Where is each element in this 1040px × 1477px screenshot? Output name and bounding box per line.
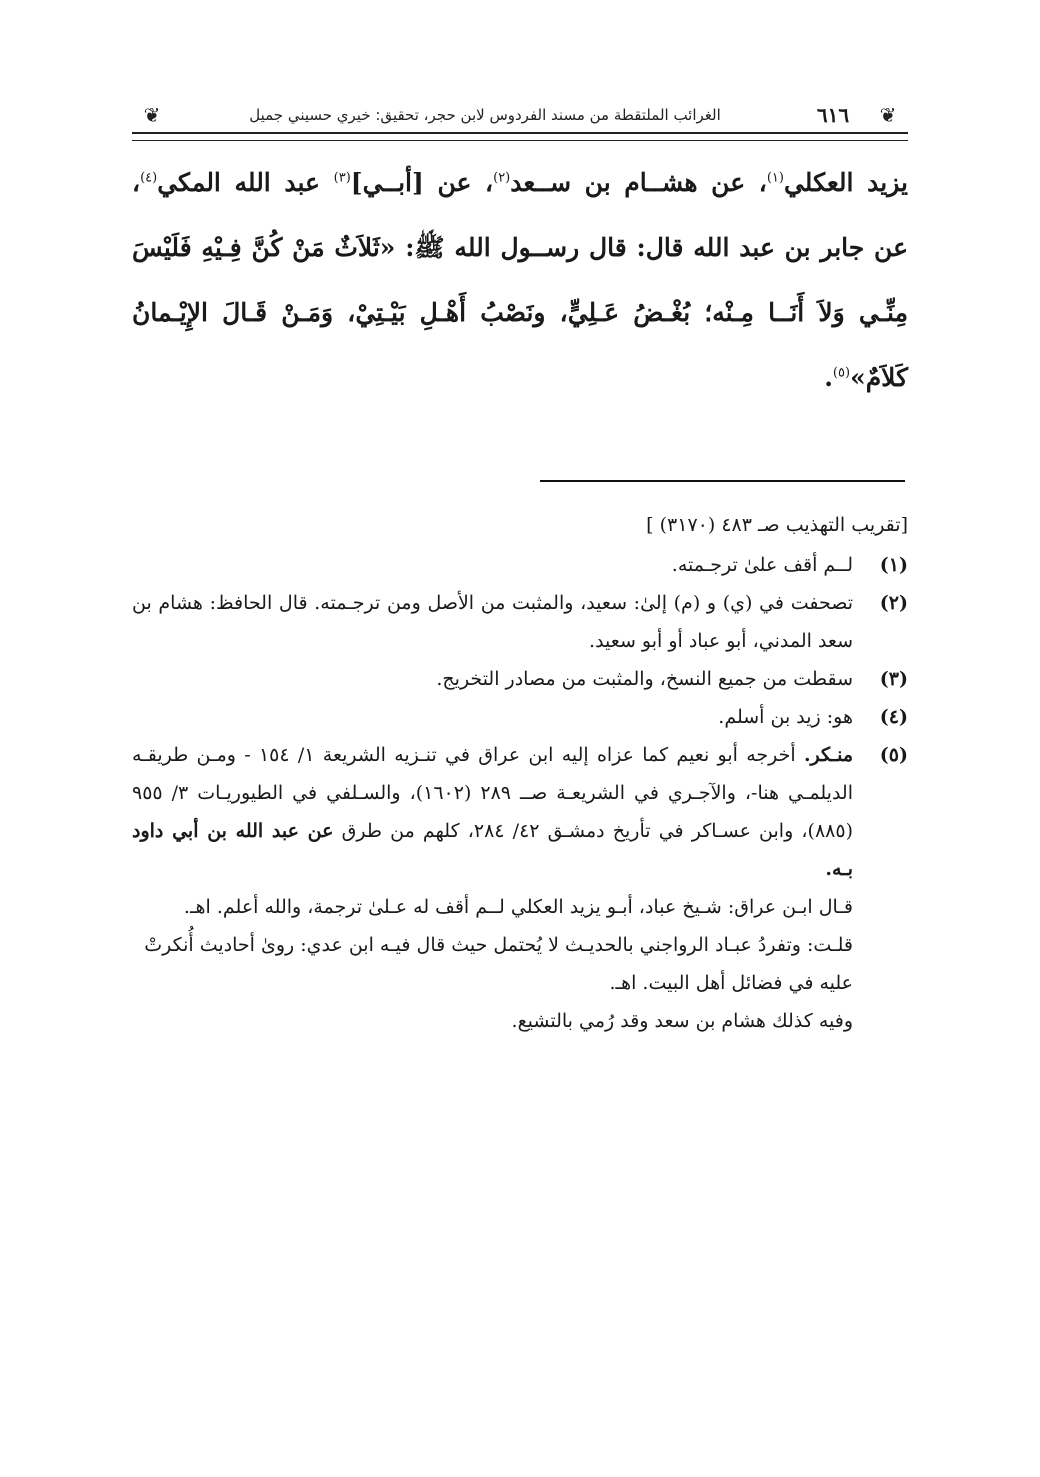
footnote-ref-3[interactable]: (٣): [333, 170, 351, 186]
main-line-2: عن جابر بن عبد الله قال: قال رســول الله ﷺ: «ثَلاَثٌ مَنْ كُنَّ فِـيْهِ فَلَيْسَ: [132, 233, 908, 262]
footnote-ref-2[interactable]: (٢): [493, 170, 511, 186]
footnote-number: (٣): [879, 668, 908, 690]
main-line-1: [132, 150, 908, 215]
main-text-fragment: عبد الله المكي: [157, 168, 334, 197]
footnote-text: [132, 736, 853, 888]
main-line-4: [132, 345, 908, 410]
main-line-3: مِنِّـي وَلاَ أَنَــا مِـنْه؛ بُغْـضُ عَـلِيٍّ، ونَصْبُ أَهْـلِ بَيْـتِيْ، وَمَـنْ قَـالَ الإِيْـمانُ: [132, 298, 908, 327]
footnote-separator: [540, 480, 905, 482]
footnotes: [132, 506, 908, 1040]
footnote-number: (١): [879, 554, 908, 576]
main-text-fragment: ، عن هشــام بن ســعد: [510, 168, 767, 197]
footnote-text: هو: زيد بن أسلم.: [718, 706, 853, 728]
footnote-2: [132, 584, 908, 660]
commentary-paragraph-2: قلـت: وتفردُ عبـاد الرواجني بالحديـث لا يُحتمل حيث قال فيـه ابن عدي: روىٰ أحاديث أُنكرتْ عليه في فضائل أهل البيت. اهـ.: [144, 934, 853, 994]
footnote-body: أخرجه أبو نعيم كما عزاه إليه ابن عراق في تنـزيه الشريعة ١/ ١٥٤ - ومـن طريقـه الديلمـي هنا-، والآجـري في الشريعـة صــ ٢٨٩ (١٦٠٢)، والسـلفي في الطيوريـات ٣/ ٩٥٥ (٨٨٥)، وابن عسـاكر في تأريخ دمشـق ٤٢/ ٢٨٤، كلهم من طرق: [132, 744, 853, 842]
page-number: ٦١٦: [816, 103, 850, 127]
page-header: [132, 98, 908, 132]
footnote-text: سقطت من جميع النسخ، والمثبت من مصادر التخريج.: [436, 668, 853, 690]
footnote-4: [132, 698, 908, 736]
main-text-fragment: يزيد العكلي: [783, 168, 908, 197]
footnote-ref-1[interactable]: (١): [766, 170, 784, 186]
commentary-paragraph-3: وفيه كذلك هشام بن سعد وقد رُمي بالتشيع.: [511, 1010, 853, 1032]
ornament-right-icon: ❦: [879, 103, 897, 127]
footnote-number: (٤): [879, 706, 908, 728]
footnote-ref-5[interactable]: (٥): [832, 365, 851, 381]
footnote-text: لــم أقف علىٰ ترجـمته.: [671, 554, 853, 576]
header-rule: [132, 132, 908, 141]
footnote-ref-4[interactable]: (٤): [140, 170, 158, 186]
footnote-number: (٥): [879, 744, 908, 766]
ornament-left-icon: ❦: [143, 103, 161, 127]
main-text-fragment: ،: [132, 168, 141, 197]
commentary-paragraph-1: قـال ابـن عراق: شـيخ عباد، أبـو يزيد العكلي لــم أقف له عـلىٰ ترجمة، والله أعلم. اهـ.: [183, 896, 853, 918]
chain-highlight: عن عبد الله بن أبي داود بـه.: [132, 820, 853, 880]
source-reference: [تقريب التهذيب صـ ٤٨٣ (٣١٧٠) ]: [646, 514, 908, 536]
footnote-5: [132, 736, 908, 888]
verdict-label: منـكر.: [803, 744, 854, 766]
main-text: [132, 150, 908, 410]
main-text-fragment: ، عن [أبــي]: [350, 168, 494, 197]
main-text-fragment: .: [824, 363, 833, 392]
main-text-fragment: كَلاَمٌ»: [850, 363, 908, 392]
header-title: الغرائب الملتقطة من مسند الفردوس لابن حجر، تحقيق: خيري حسيني جميل: [249, 106, 721, 124]
footnote-number: (٢): [879, 592, 908, 614]
footnote-1: [132, 546, 908, 584]
footnote-3: [132, 660, 908, 698]
footnote-text: تصحفت في (ي) و (م) إلىٰ: سعيد، والمثبت من الأصل ومن ترجـمته. قال الحافظ: هشام بن سعد المدني، أبو عباد أو أبو سعيد.: [132, 592, 853, 652]
